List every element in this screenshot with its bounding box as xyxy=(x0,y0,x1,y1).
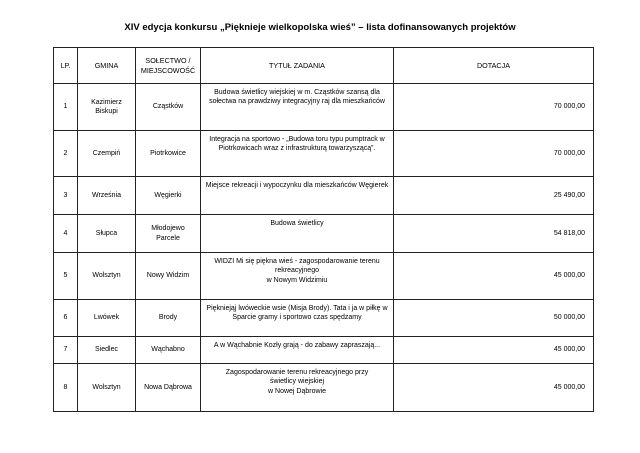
cell-lp: 6 xyxy=(54,300,78,337)
cell-solectwo: Piotrkowice xyxy=(136,131,201,177)
cell-dotacja: 25 490,00 xyxy=(394,177,594,215)
cell-tytul: Budowa świetlicy xyxy=(201,215,394,253)
table-row xyxy=(54,215,594,253)
cell-tytul: Zagospodarowanie terenu rekreacyjnego przy świetlicy wiejskiej w Nowej Dąbrowie xyxy=(201,364,394,412)
cell-gmina: Kazimierz Biskupi xyxy=(78,84,136,131)
cell-gmina: Wolsztyn xyxy=(78,364,136,412)
header-tytul: TYTUŁ ZADANIA xyxy=(201,48,394,84)
page-title: XIV edycja konkursu „Pięknieje wielkopolska wieś” – lista dofinansowanych projektów xyxy=(124,22,516,33)
table-row xyxy=(54,177,594,215)
cell-dotacja: 45 000,00 xyxy=(394,253,594,300)
cell-gmina: Siedlec xyxy=(78,337,136,364)
cell-solectwo: Nowa Dąbrowa xyxy=(136,364,201,412)
cell-dotacja: 45 000,00 xyxy=(394,364,594,412)
cell-lp: 3 xyxy=(54,177,78,215)
table-row xyxy=(54,253,594,300)
header-dotacja: DOTACJA xyxy=(394,48,594,84)
cell-gmina: Lwówek xyxy=(78,300,136,337)
cell-lp: 7 xyxy=(54,337,78,364)
cell-tytul: Budowa świetlicy wiejskiej w m. Cząstków szansą dla sołectwa na prawdziwy integracyjny raj dla mieszkańców xyxy=(201,84,394,131)
table-row xyxy=(54,131,594,177)
cell-lp: 8 xyxy=(54,364,78,412)
header-gmina: GMINA xyxy=(78,48,136,84)
grant-table xyxy=(53,47,594,412)
cell-tytul: A w Wąchabnie Kozły grają - do zabawy zapraszają... xyxy=(201,337,394,364)
header-lp: LP. xyxy=(54,48,78,84)
cell-gmina: Czempiń xyxy=(78,131,136,177)
cell-solectwo: Cząstków xyxy=(136,84,201,131)
cell-lp: 4 xyxy=(54,215,78,253)
table-header-row xyxy=(54,48,594,84)
cell-dotacja: 45 000,00 xyxy=(394,337,594,364)
header-solectwo: SOŁECTWO / MIEJSCOWOŚĆ xyxy=(136,48,201,84)
cell-lp: 1 xyxy=(54,84,78,131)
cell-solectwo: Wąchabno xyxy=(136,337,201,364)
cell-tytul: WIDZI Mi się piękna wieś - zagospodarowanie terenu rekreacyjnego w Nowym Widzimiu xyxy=(201,253,394,300)
cell-solectwo: Brody xyxy=(136,300,201,337)
cell-tytul: Integracja na sportowo - „Budowa toru typu pumptrack w Piotrkowicach wraz z infrastrukturą towarzyszącą”. xyxy=(201,131,394,177)
cell-tytul: Miejsce rekreacji i wypoczynku dla mieszkańców Węgierek xyxy=(201,177,394,215)
cell-lp: 5 xyxy=(54,253,78,300)
cell-lp: 2 xyxy=(54,131,78,177)
table-row xyxy=(54,364,594,412)
cell-dotacja: 54 818,00 xyxy=(394,215,594,253)
cell-dotacja: 50 000,00 xyxy=(394,300,594,337)
cell-gmina: Słupca xyxy=(78,215,136,253)
cell-tytul: Piękniejąj lwóweckie wsie (Misja Brody). Tata i ja w piłkę w Sparcie gramy i sportowo czas spędzamy xyxy=(201,300,394,337)
table-row xyxy=(54,337,594,364)
cell-gmina: Września xyxy=(78,177,136,215)
table-row xyxy=(54,300,594,337)
cell-solectwo: Nowy Widzim xyxy=(136,253,201,300)
table-row xyxy=(54,84,594,131)
cell-dotacja: 70 000,00 xyxy=(394,84,594,131)
cell-solectwo: Młodojewo Parcele xyxy=(136,215,201,253)
cell-gmina: Wolsztyn xyxy=(78,253,136,300)
cell-solectwo: Węgierki xyxy=(136,177,201,215)
cell-dotacja: 70 000,00 xyxy=(394,131,594,177)
